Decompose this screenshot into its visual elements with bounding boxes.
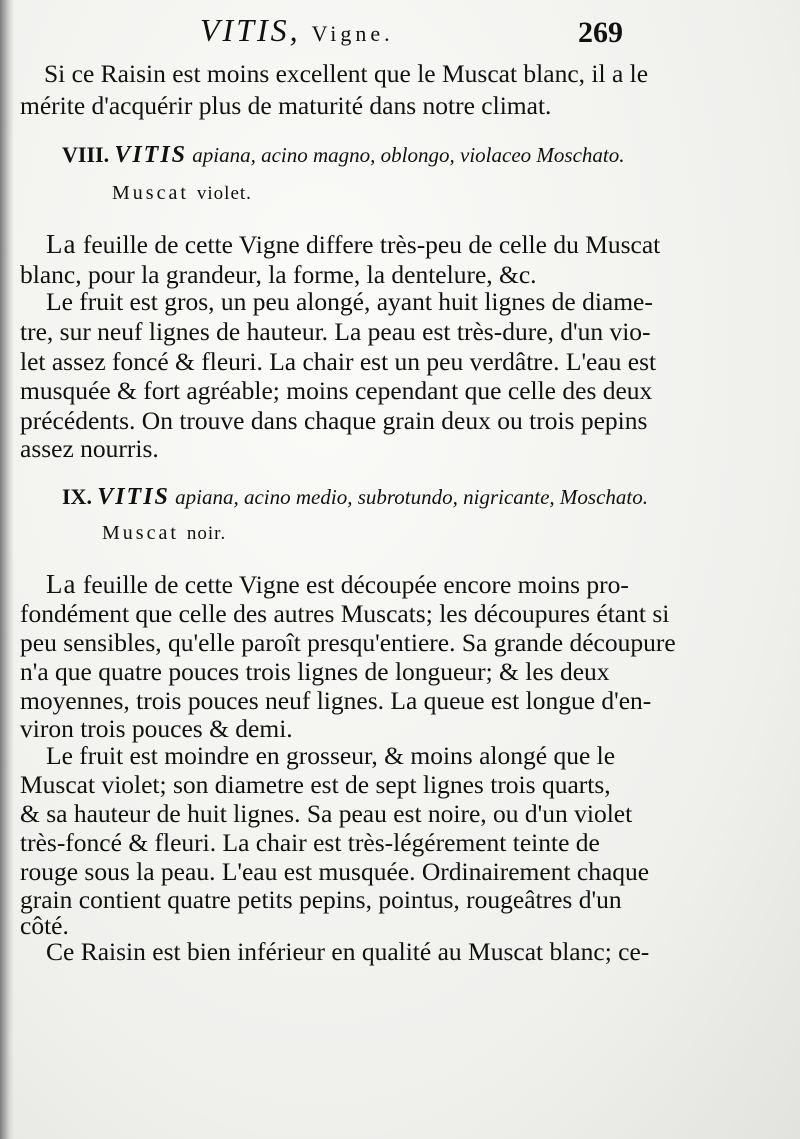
paragraph-line: tre, sur neuf lignes de hauteur. La peau est très-dure, d'un vio-	[20, 317, 651, 346]
common-name-rest: noir.	[186, 523, 227, 544]
paragraph-line: côté.	[20, 911, 69, 940]
paragraph-line	[46, 568, 629, 601]
entry-number: IX.	[62, 484, 92, 509]
paragraph-line: blanc, pour la grandeur, la forme, la dentelure, &c.	[20, 260, 537, 289]
running-head-genus: VITIS,	[200, 12, 301, 48]
paragraph-line: grain contient quatre petits pepins, pointus, rougeâtres d'un	[20, 885, 622, 914]
paragraph-line: peu sensibles, qu'elle paroît presqu'entiere. Sa grande découpure	[20, 628, 676, 657]
common-name-rest: violet.	[196, 183, 252, 204]
common-name-first: Muscat	[102, 522, 179, 544]
running-head	[200, 12, 630, 49]
paragraph-line: let assez foncé & fleuri. La chair est un peu verdâtre. L'eau est	[20, 347, 657, 376]
common-name-first: Muscat	[112, 182, 189, 204]
paragraph-line: Muscat violet; son diametre est de sept lignes trois quarts,	[20, 770, 611, 799]
paragraph-line: musquée & fort agréable; moins cependant que celle des deux	[20, 376, 653, 405]
paragraph-line: précédents. On trouve dans chaque grain deux ou trois pepins	[20, 406, 648, 435]
paragraph-initial: La	[46, 229, 77, 259]
paragraph-line: Ce Raisin est bien inférieur en qualité au Muscat blanc; ce-	[46, 937, 650, 966]
intro-line: Si ce Raisin est moins excellent que le Muscat blanc, il a le	[44, 59, 649, 88]
entry-common-name	[102, 522, 226, 545]
entry-common-name	[112, 182, 252, 205]
running-head-vernacular: Vigne.	[311, 21, 394, 46]
paragraph-line: rouge sous la peau. L'eau est musquée. Ordinairement chaque	[20, 857, 650, 886]
entry-description: apiana, acino medio, subrotundo, nigricante, Moschato.	[175, 485, 649, 509]
paragraph-line: assez nourris.	[20, 434, 159, 463]
paragraph-line	[46, 228, 660, 261]
entry-genus: VITIS	[97, 484, 170, 510]
entry-heading-ix	[62, 484, 648, 511]
paragraph-line: moyennes, trois pouces neuf lignes. La queue est longue d'en-	[20, 686, 652, 715]
page-number: 269	[578, 16, 623, 49]
paragraph-text: feuille de cette Vigne differe très-peu de celle du Muscat	[82, 230, 661, 259]
paragraph-initial: La	[46, 569, 77, 599]
entry-genus: VITIS	[114, 142, 188, 168]
entry-heading-viii	[62, 142, 624, 169]
intro-line: mérite d'acquérir plus de maturité dans notre climat.	[20, 91, 552, 120]
paragraph-line: viron trois pouces & demi.	[20, 714, 293, 743]
paragraph-line: & sa hauteur de huit lignes. Sa peau est noire, ou d'un violet	[20, 799, 633, 828]
paragraph-line: Le fruit est moindre en grosseur, & moins alongé que le	[46, 741, 616, 770]
paragraph-line: Le fruit est gros, un peu alongé, ayant huit lignes de diame-	[46, 287, 653, 316]
page-gutter-shadow	[0, 0, 14, 1139]
paragraph-text: feuille de cette Vigne est découpée encore moins pro-	[82, 570, 629, 599]
paragraph-line: fondément que celle des autres Muscats; les découpures étant si	[20, 599, 670, 628]
entry-number: VIII.	[62, 142, 110, 167]
paragraph-line: très-foncé & fleuri. La chair est très-légérement teinte de	[20, 828, 600, 857]
entry-description: apiana, acino magno, oblongo, violaceo Moschato.	[192, 143, 625, 167]
paragraph-line: n'a que quatre pouces trois lignes de longueur; & les deux	[20, 657, 610, 686]
